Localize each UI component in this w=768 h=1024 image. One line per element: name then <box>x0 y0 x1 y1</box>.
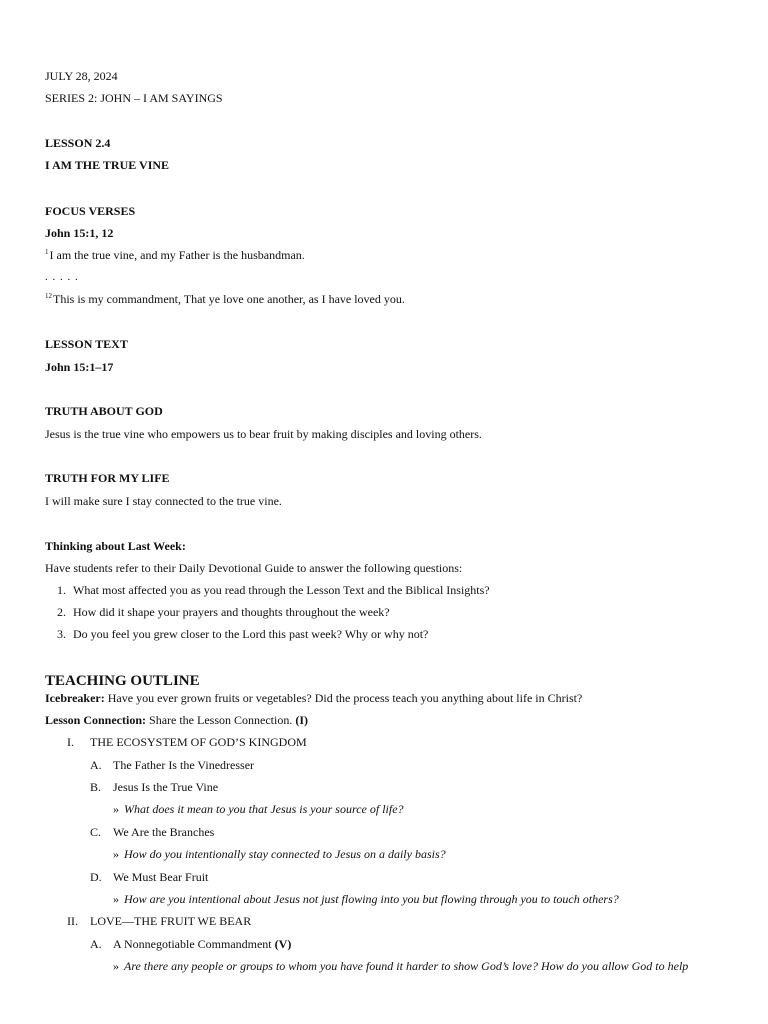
question-text: What most affected you as you read through the Lesson Text and the Biblical Insights? <box>73 583 490 597</box>
question-number: 2. <box>57 605 66 619</box>
lesson-date: JULY 28, 2024 <box>45 69 118 83</box>
outline-text: Jesus Is the True Vine <box>113 780 219 794</box>
verse-ellipsis: . . . . . <box>45 271 79 283</box>
outline-text: LOVE—THE FRUIT WE BEAR <box>90 914 252 928</box>
outline-tag: (V) <box>274 937 292 951</box>
bullet-icon: » <box>113 802 119 816</box>
bullet-icon: » <box>113 847 119 861</box>
series-title: SERIES 2: JOHN – I AM SAYINGS <box>45 91 223 105</box>
discussion-question <box>113 892 619 906</box>
outline-item <box>67 735 307 749</box>
verse-1-number: 1 <box>45 248 49 256</box>
outline-text: We Are the Branches <box>113 825 215 839</box>
question-number: 1. <box>57 583 66 597</box>
question-text: How do you intentionally stay connected to Jesus on a daily basis? <box>124 847 446 861</box>
outline-item <box>90 937 291 951</box>
question-text: Do you feel you grew closer to the Lord this past week? Why or why not? <box>73 627 429 641</box>
last-week-heading: Thinking about Last Week: <box>45 539 186 553</box>
truth-for-my-life-heading: TRUTH FOR MY LIFE <box>45 471 170 485</box>
question-number: 3. <box>57 627 66 641</box>
focus-verses-heading: FOCUS VERSES <box>45 204 136 218</box>
outline-letter: C. <box>90 825 102 839</box>
last-week-intro: Have students refer to their Daily Devotional Guide to answer the following questions: <box>45 561 463 575</box>
lesson-connection <box>45 713 308 727</box>
truth-about-god-heading: TRUTH ABOUT GOD <box>45 404 163 418</box>
truth-for-my-life-text: I will make sure I stay connected to the true vine. <box>45 494 282 508</box>
outline-item <box>67 914 251 928</box>
bullet-icon: » <box>113 959 119 973</box>
question-text: Are there any people or groups to whom you have found it harder to show God’s love? How do you allow God to help <box>124 959 689 973</box>
last-week-question <box>57 627 428 641</box>
verse-12 <box>45 292 405 308</box>
question-text: How did it shape your prayers and thoughts throughout the week? <box>73 605 390 619</box>
icebreaker-label: Icebreaker: <box>45 691 105 705</box>
question-text: What does it mean to you that Jesus is your source of life? <box>124 802 404 816</box>
discussion-question <box>113 847 446 861</box>
discussion-question <box>113 959 688 973</box>
outline-item <box>90 870 208 884</box>
lesson-number: LESSON 2.4 <box>45 136 111 150</box>
outline-letter: D. <box>90 870 102 884</box>
outline-letter: B. <box>90 780 102 794</box>
outline-item <box>90 780 218 794</box>
verse-1-text: I am the true vine, and my Father is the husbandman. <box>49 248 305 262</box>
lesson-text-heading: LESSON TEXT <box>45 337 128 351</box>
outline-number: II. <box>67 914 78 928</box>
lesson-connection-text: Share the Lesson Connection. <box>146 713 296 727</box>
focus-verses-reference: John 15:1, 12 <box>45 226 114 240</box>
outline-item <box>90 825 214 839</box>
lesson-text-reference: John 15:1–17 <box>45 360 114 374</box>
outline-letter: A. <box>90 758 102 772</box>
last-week-question <box>57 605 390 619</box>
truth-about-god-text: Jesus is the true vine who empowers us to bear fruit by making disciples and loving others. <box>45 427 482 441</box>
verse-12-number: 12 <box>45 292 52 300</box>
teaching-outline-heading: TEACHING OUTLINE <box>45 673 200 689</box>
outline-text: The Father Is the Vinedresser <box>113 758 255 772</box>
last-week-question <box>57 583 490 597</box>
outline-number: I. <box>67 735 74 749</box>
question-text: How are you intentional about Jesus not just flowing into you but flowing through you to touch others? <box>124 892 619 906</box>
outline-text: We Must Bear Fruit <box>113 870 209 884</box>
verse-1 <box>45 248 305 264</box>
outline-text: A Nonnegotiable Commandment <box>113 937 275 951</box>
outline-letter: A. <box>90 937 102 951</box>
icebreaker <box>45 691 582 705</box>
outline-text: THE ECOSYSTEM OF GOD’S KINGDOM <box>90 735 307 749</box>
discussion-question <box>113 802 404 816</box>
lesson-title: I AM THE TRUE VINE <box>45 158 170 172</box>
verse-12-text: This is my commandment, That ye love one another, as I have loved you. <box>53 292 405 306</box>
lesson-connection-label: Lesson Connection: <box>45 713 147 727</box>
icebreaker-text: Have you ever grown fruits or vegetables? Did the process teach you anything about life in Christ? <box>104 691 583 705</box>
lesson-connection-tag: (I) <box>295 713 308 727</box>
bullet-icon: » <box>113 892 119 906</box>
outline-item <box>90 758 254 772</box>
